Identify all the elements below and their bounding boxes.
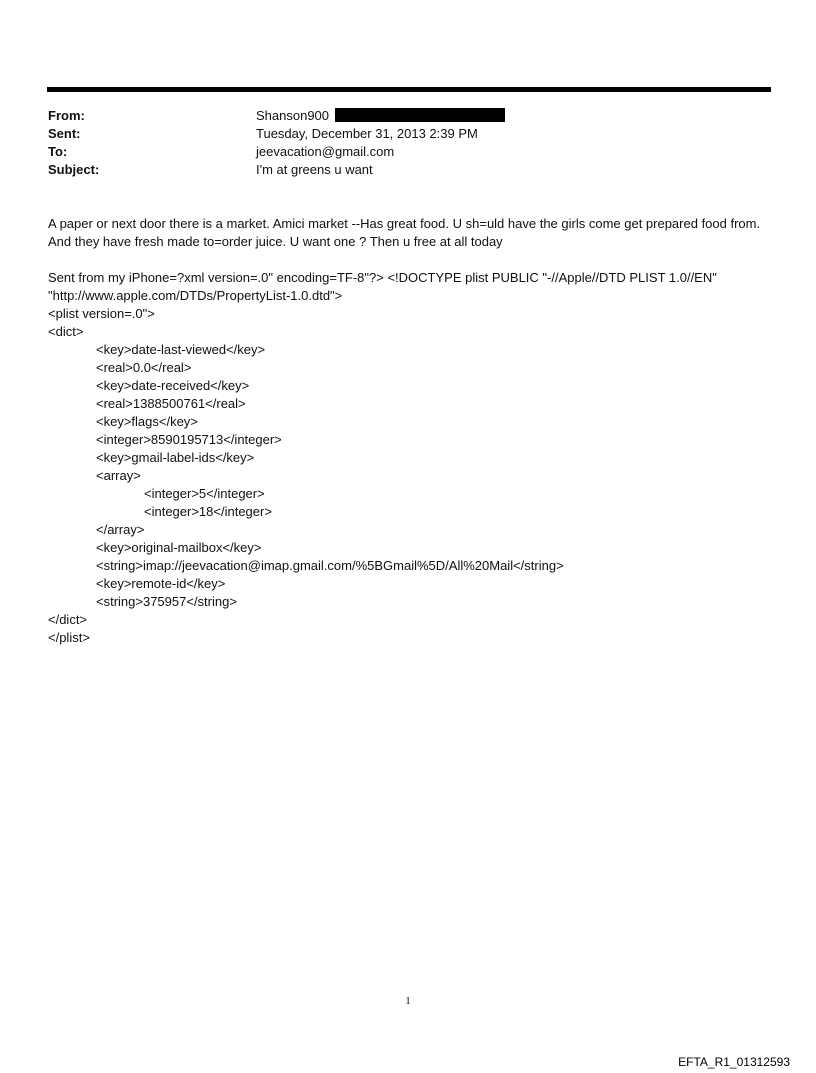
plist-line: <key>original-mailbox</key> (96, 540, 262, 555)
sent-value: Tuesday, December 31, 2013 2:39 PM (256, 126, 478, 141)
redaction-block (335, 108, 505, 122)
from-value (256, 107, 768, 125)
sent-row (48, 125, 768, 143)
plist-line: </array> (96, 522, 145, 537)
signature-line: Sent from my iPhone=?xml version=.0" encoding=TF-8"?> <!DOCTYPE plist PUBLIC "-//Apple//DTD PLIST 1.0//EN" "http://www.apple.com/DTDs/PropertyList-1.0.dtd"> (48, 270, 717, 303)
plist-line: </plist> (48, 630, 90, 645)
plist-line: <integer>5</integer> (144, 486, 265, 501)
plist-line: </dict> (48, 612, 88, 627)
plist-line: <string>imap://jeevacation@imap.gmail.com/%5BGmail%5D/All%20Mail</string> (96, 558, 564, 573)
plist-line: <key>remote-id</key> (96, 576, 226, 591)
plist-line: <dict> (48, 324, 84, 339)
plist-line: <key>gmail-label-ids</key> (96, 450, 255, 465)
plist-line: <integer>18</integer> (144, 504, 272, 519)
page-number: 1 (405, 995, 411, 1007)
plist-line: <key>flags</key> (96, 414, 198, 429)
header-rule (47, 87, 771, 92)
plist-line: <key>date-received</key> (96, 378, 250, 393)
from-row (48, 107, 768, 125)
plist-block (48, 269, 776, 647)
email-body (48, 215, 776, 269)
plist-line: <key>date-last-viewed</key> (96, 342, 266, 357)
to-value: jeevacation@gmail.com (256, 144, 395, 159)
from-label: From: (48, 108, 85, 123)
plist-line: <plist version=.0"> (48, 306, 155, 321)
subject-label: Subject: (48, 162, 100, 177)
to-label: To: (48, 144, 68, 159)
plist-line: <real>0.0</real> (96, 360, 192, 375)
document-id: EFTA_R1_01312593 (678, 1055, 790, 1069)
sent-label: Sent: (48, 126, 81, 141)
from-sender: Shanson900 (256, 108, 330, 123)
plist-line: <array> (96, 468, 141, 483)
plist-line: <real>1388500761</real> (96, 396, 246, 411)
plist-line: <string>375957</string> (96, 594, 237, 609)
subject-value: I'm at greens u want (256, 162, 373, 177)
email-header (48, 107, 768, 179)
subject-row (48, 161, 768, 179)
message-text: A paper or next door there is a market. Amici market --Has great food. U sh=uld have the girls come get prepared food from. And they have fresh made to=order juice. U want one ? Then u free at all today (48, 216, 761, 249)
plist-line: <integer>8590195713</integer> (96, 432, 282, 447)
to-row (48, 143, 768, 161)
